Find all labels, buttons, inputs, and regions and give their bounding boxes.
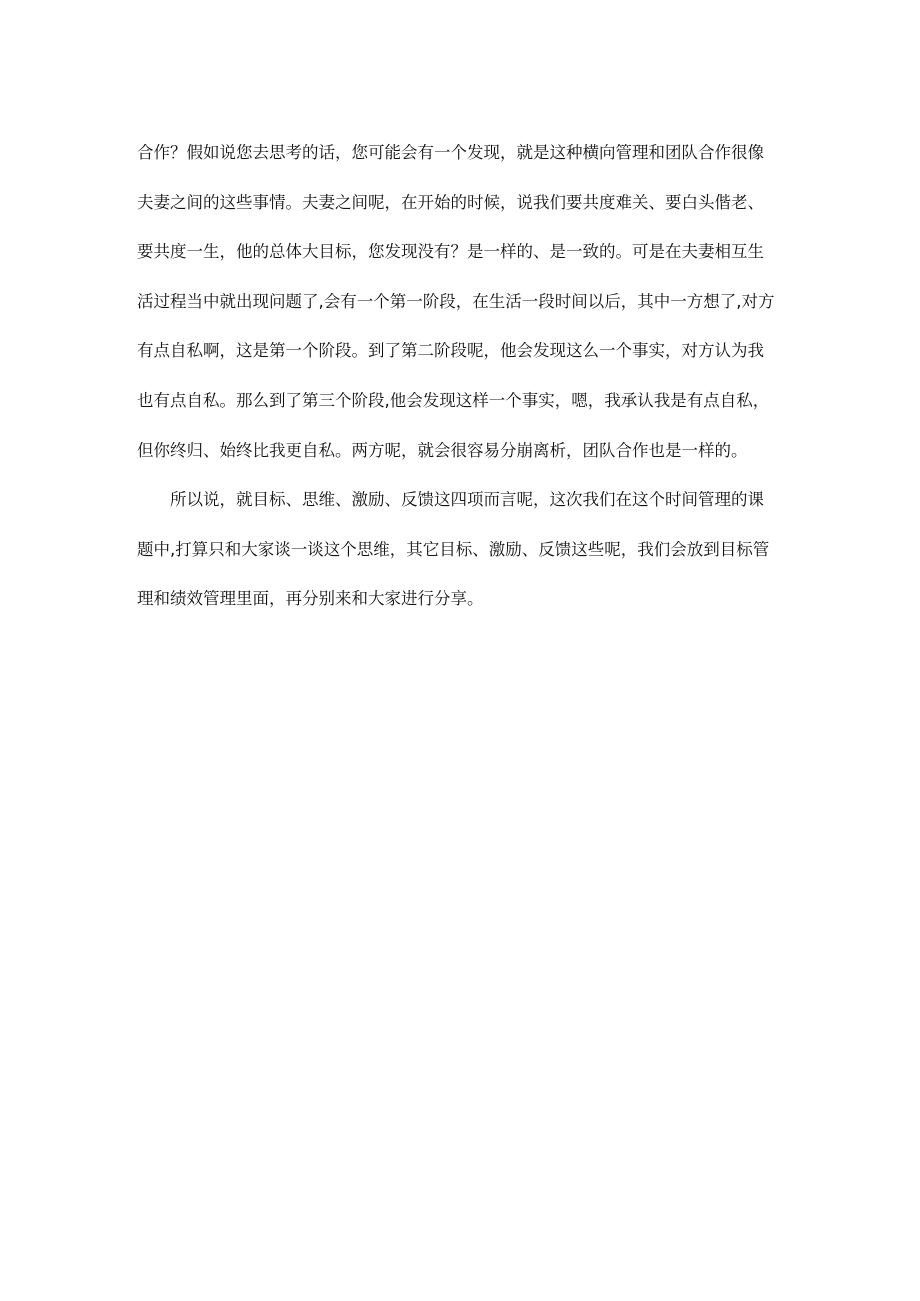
text-line: 也有点自私。那么到了第三个阶段,他会发现这样一个事实，嗯，我承认我是有点自私，	[137, 390, 770, 410]
paragraph-start-line: 所以说，就目标、思维、激励、反馈这四项而言呢，这次我们在这个时间管理的课	[170, 490, 764, 510]
text-line: 理和绩效管理里面，再分别来和大家进行分享。	[137, 589, 484, 609]
text-line: 题中,打算只和大家谈一谈这个思维，其它目标、激励、反馈这些呢，我们会放到目标管	[137, 539, 770, 559]
text-line: 有点自私啊，这是第一个阶段。到了第二阶段呢，他会发现这么一个事实，对方认为我	[137, 341, 764, 361]
body-text	[137, 128, 797, 624]
text-line: 夫妻之间的这些事情。夫妻之间呢，在开始的时候，说我们要共度难关、要白头偕老、	[137, 192, 764, 212]
text-line: 活过程当中就出现问题了,会有一个第一阶段，在生活一段时间以后，其中一方想了,对方	[137, 291, 775, 311]
text-line: 要共度一生，他的总体大目标，您发现没有？是一样的、是一致的。可是在夫妻相互生	[137, 242, 764, 262]
text-line: 合作？假如说您去思考的话，您可能会有一个发现，就是这种横向管理和团队合作很像	[137, 143, 764, 162]
text-line: 但你终归、始终比我更自私。两方呢，就会很容易分崩离析，团队合作也是一样的。	[137, 440, 748, 460]
